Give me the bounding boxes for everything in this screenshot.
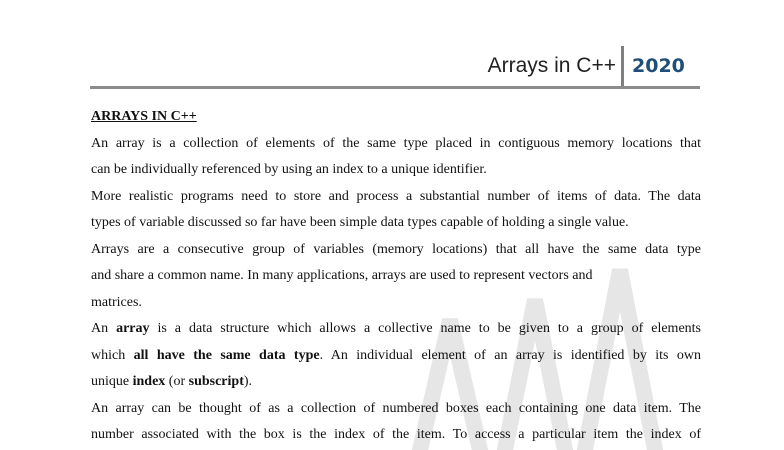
text-line: Arrays are a consecutive group of variables (memory locations) that all have the same data type — [91, 241, 701, 257]
text-run: is a data structure which allows a collective name to be given to a group of elements — [149, 321, 701, 336]
paragraph-definition — [91, 131, 701, 184]
paragraph-consecutive — [91, 237, 701, 317]
text-run: unique — [91, 374, 133, 389]
page-header — [0, 0, 784, 100]
document-body — [91, 104, 701, 449]
text-run: An — [91, 321, 117, 336]
text-run: ). — [243, 374, 253, 389]
text-line: More realistic programs need to store and process a substantial number of items of data. The data — [91, 188, 701, 204]
document-year: 2020 — [632, 55, 685, 77]
text-line — [91, 316, 701, 343]
text-line: types of variable discussed so far have been simple data types capable of holding a single value. — [91, 215, 629, 230]
text-line: and share a common name. In many applications, arrays are used to represent vectors and — [91, 268, 593, 283]
paragraph-motivation — [91, 184, 701, 237]
bold-term-index: index — [132, 374, 166, 389]
header-divider — [621, 46, 624, 87]
bold-term-array: array — [116, 321, 150, 336]
text-line: matrices. — [91, 294, 142, 310]
text-run: . An individual element of an array is identified by its own — [319, 347, 702, 363]
text-run: (or — [165, 374, 189, 389]
text-line — [91, 343, 701, 370]
text-run: which — [91, 347, 134, 363]
document-title: Arrays in C++ — [487, 54, 616, 77]
bold-term-subscript: subscript — [188, 374, 244, 389]
section-heading: ARRAYS IN C++ — [91, 109, 197, 124]
text-line: number associated with the box is the index of the item. To access a particular item the index of — [91, 427, 701, 442]
paragraph-data-structure — [91, 316, 701, 396]
text-line: An array can be thought of as a collection of numbered boxes each containing one data item. The — [91, 400, 701, 416]
header-rule — [90, 86, 700, 89]
bold-term-same-type: all have the same data type — [133, 347, 320, 363]
text-line: An array is a collection of elements of the same type placed in contiguous memory locations that — [91, 135, 701, 151]
text-line: can be individually referenced by using an index to a unique identifier. — [91, 162, 487, 177]
text-line — [91, 369, 701, 396]
